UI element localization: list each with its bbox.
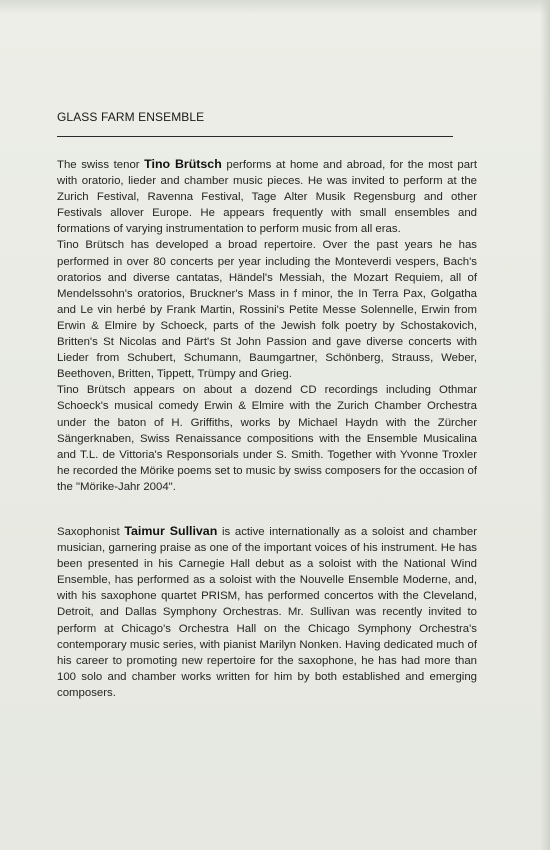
saxophonist-name: Taimur Sullivan xyxy=(124,524,218,538)
tenor-bio-intro-before: The swiss tenor xyxy=(57,159,145,171)
saxophonist-bio xyxy=(57,523,477,701)
heading-rule xyxy=(57,136,453,137)
tenor-bio-paragraph-3: Tino Brütsch appears on about a dozend CD recordings including Othmar Schoeck's musical comedy Erwin & Elmire with the Zurich Chamber Orchestra under the baton of H. Griffiths, works by Michael Haydn with the Zürcher Sängerknaben, Swiss Renaissance compositions with the Ensemble Musicalina and T.L. de Vittoria's Responsorials under S. Smith. Together with Yvonne Troxler he recorded the Mörike poems set to music by swiss composers for the occasion of the "Mörike-Jahr 2004". xyxy=(57,384,477,493)
section-heading: GLASS FARM ENSEMBLE xyxy=(57,110,205,124)
page-shadow-right xyxy=(540,0,550,850)
tenor-name: Tino Brütsch xyxy=(144,157,222,171)
saxophonist-bio-intro-before: Saxophonist xyxy=(57,526,125,538)
page-shadow-top xyxy=(0,0,550,14)
saxophonist-bio-intro-after: is active internationally as a soloist and chamber musician, garnering praise as one of the important voices of his instrument. He has been presented in his Carnegie Hall debut as a soloist with the National Wind Ensemble, has performed as a soloist with the Nouvelle Ensemble Moderne, and, with his saxophone quartet PRISM, has performed concertos with the Cleveland, Detroit, and Dallas Symphony Orchestras. Mr. Sullivan was recently invited to perform at Chicago's Orchestra Hall on the Chicago Symphony Orchestra's contemporary music series, with pianist Marilyn Nonken. Having dedicated much of his career to promoting new repertoire for the saxophone, he has had more than 100 solo and chamber works written for him by both established and emerging composers. xyxy=(57,526,477,699)
tenor-bio xyxy=(57,156,477,495)
saxophonist-bio-paragraph xyxy=(57,523,477,701)
tenor-bio-paragraph-1 xyxy=(57,156,477,237)
tenor-bio-intro-after: performs at home and abroad, for the most part with oratorio, lieder and chamber music pieces. He was invited to perform at the Zurich Festival, Ravenna Festival, Tage Alter Musik Regensburg and other Festivals allover Europe. He appears frequently with small ensembles and formations of varying instrumentation to perform music from all eras. xyxy=(57,159,477,236)
tenor-bio-paragraph-2: Tino Brütsch has developed a broad repertoire. Over the past years he has performed in over 80 concerts per year including the Monteverdi vespers, Bach's oratorios and diverse cantatas, Händel's Messiah, the Mozart Requiem, all of Mendelssohn's oratorios, Bruckner's Mass in f minor, the In Terra Pax, Golgatha and Le vin herbé by Frank Martin, Rossini's Petite Messe Solennelle, Erwin from Erwin & Elmire by Schoeck, parts of the Jewish folk poetry by Schostakovich, Britten's St Nicolas and Pärt's St John Passion and gave diverse concerts with Lieder from Schubert, Schumann, Baumgartner, Schönberg, Strauss, Weber, Beethoven, Britten, Tippett, Trümpy and Grieg. xyxy=(57,239,477,381)
